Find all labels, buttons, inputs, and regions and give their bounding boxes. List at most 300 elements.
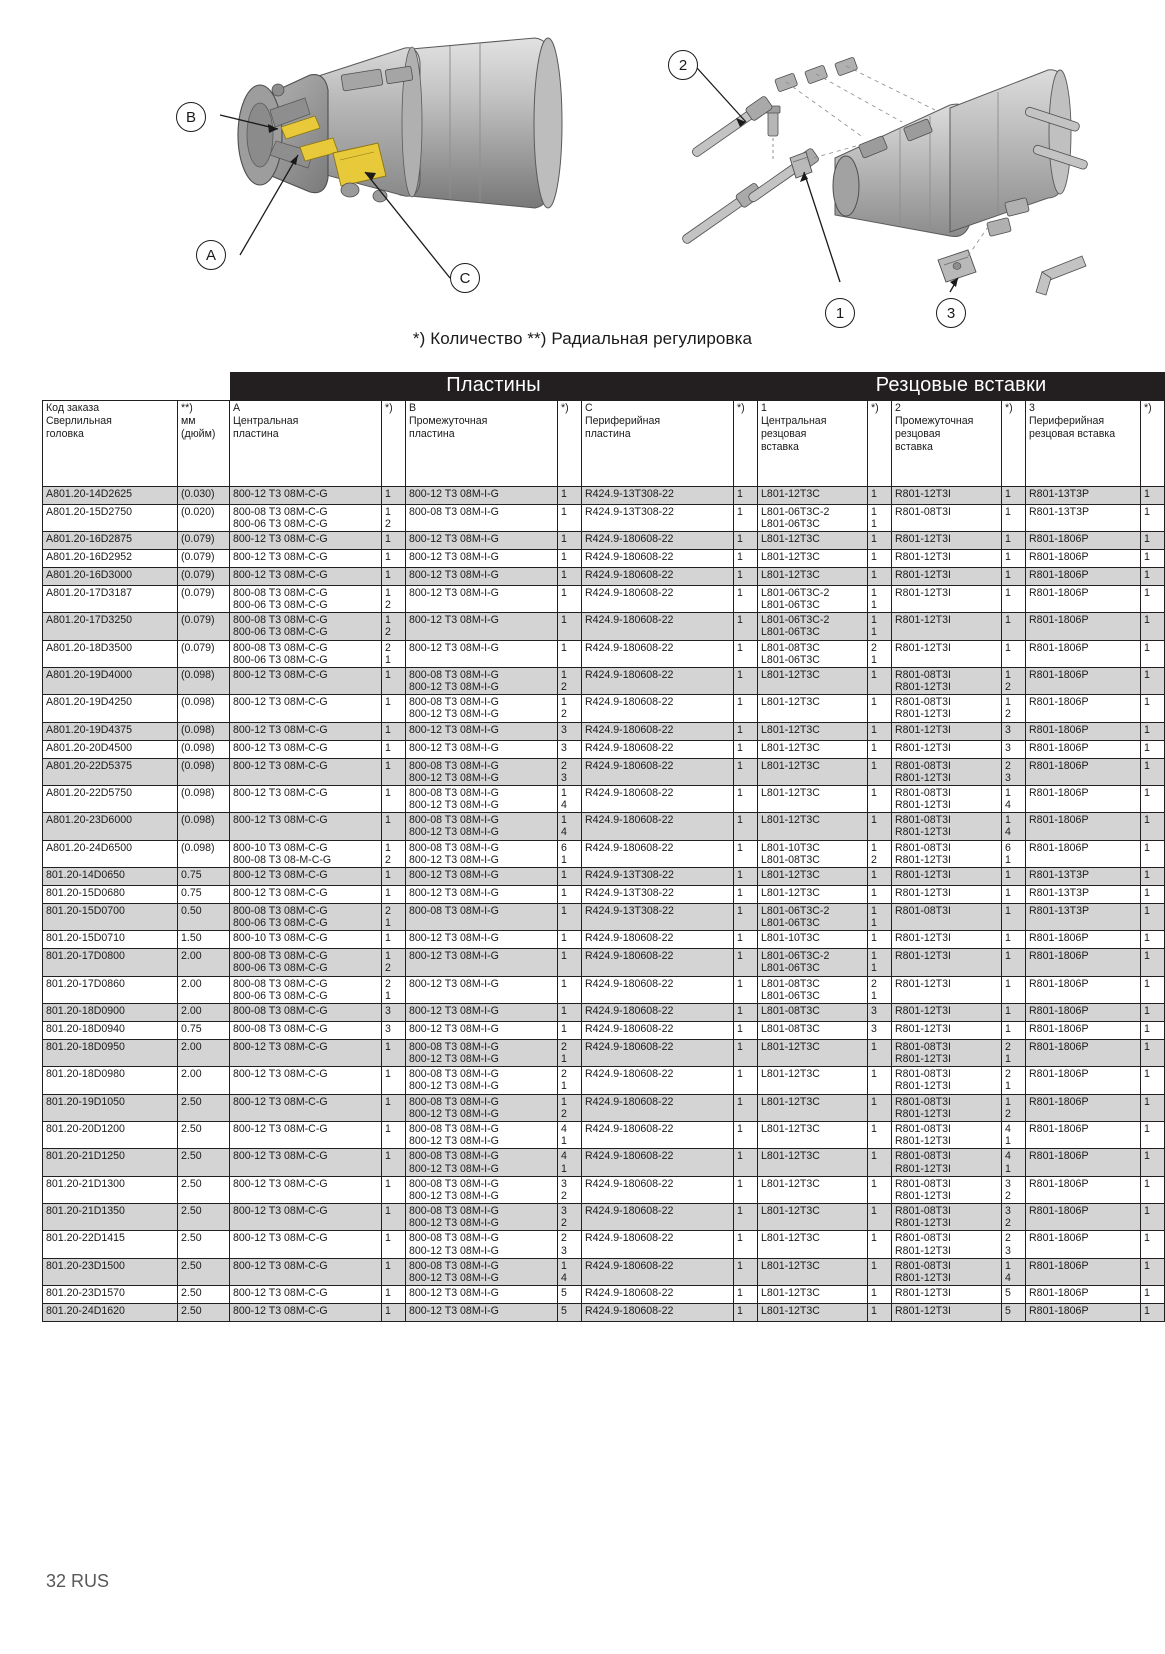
cell-cartridge-2: [892, 613, 1002, 640]
cell-qty-1: [868, 1304, 892, 1322]
cell-qty-2: [1002, 931, 1026, 949]
cell-cartridge-1: [758, 504, 868, 531]
cell-line: 800-08 T3 08M-I-G: [409, 1232, 499, 1245]
cell-line: 1: [385, 668, 391, 681]
cell-line: 800-12 T3 08M-I-G: [409, 641, 499, 654]
cell-line: R801-08T3I: [895, 1123, 951, 1135]
cell-qty-c: [734, 740, 758, 758]
cell-cartridge-3: [1026, 949, 1141, 976]
cell-qty-a: [382, 840, 406, 867]
cell-line: 1: [871, 550, 877, 563]
cell-cartridge-2: [892, 1204, 1002, 1231]
cell-line: R424.9-13T308-22: [585, 886, 674, 899]
cell-line: 800-12 T3 08M-I-G: [409, 487, 499, 500]
cell-insert-c: [582, 949, 734, 976]
cell-line: 1: [385, 487, 391, 500]
cell-line: 800-12 T3 08M-I-G: [409, 1244, 499, 1257]
table-row: [43, 549, 1165, 567]
cell-radial: (0.098): [178, 695, 230, 722]
cell-line: R801-1806P: [1029, 614, 1089, 627]
col-header-cartridge-3: [1026, 400, 1141, 486]
cell-qty-3: [1141, 1021, 1165, 1039]
cell-cartridge-3: [1026, 549, 1141, 567]
cell-line: 800-12 T3 08M-I-G: [409, 708, 499, 721]
cell-code: 801.20-19D1050: [43, 1094, 178, 1121]
cell-line: R801-1806P: [1029, 723, 1089, 736]
cell-radial: 2.00: [178, 949, 230, 976]
table-row: [43, 531, 1165, 549]
table-row: [43, 695, 1165, 722]
cell-line: 1: [1144, 668, 1150, 681]
exploded-view-illustration: [650, 10, 1120, 322]
cell-qty-1: [868, 567, 892, 585]
cell-line: 800-08 T3 08M-C-G: [233, 977, 328, 990]
cell-line: R801-08T3I: [895, 814, 951, 827]
cell-line: R424.9-13T308-22: [585, 868, 674, 881]
cell-line: 3: [871, 1022, 877, 1035]
cell-line: L801-12T3C: [761, 1177, 820, 1190]
cell-line: 1: [871, 868, 877, 881]
cell-line: 800-08 T3 08M-I-G: [409, 1150, 499, 1163]
cell-cartridge-2: [892, 504, 1002, 531]
cell-line: R801-1806P: [1029, 814, 1089, 827]
cell-line: 1: [871, 614, 877, 627]
cell-line: R801-1806P: [1029, 550, 1089, 563]
cell-insert-a: [230, 976, 382, 1003]
cell-line: 1: [385, 1177, 391, 1190]
cell-radial: (0.079): [178, 549, 230, 567]
cell-line: L801-12T3C: [761, 1123, 820, 1135]
cell-radial: 2.50: [178, 1231, 230, 1258]
cell-line: 1: [1005, 532, 1011, 545]
cell-line: R801-12T3I: [895, 741, 951, 754]
cell-qty-a: [382, 567, 406, 585]
cell-line: 3: [561, 1205, 567, 1218]
col-header-c-l3: пластина: [585, 427, 631, 440]
cell-radial: (0.030): [178, 486, 230, 504]
cell-line: 1: [561, 932, 567, 945]
cell-line: 1: [1005, 932, 1011, 945]
cell-code: 801.20-17D0860: [43, 976, 178, 1003]
callout-3-label: 3: [946, 304, 956, 322]
cell-line: 800-12 T3 08M-I-G: [409, 1080, 499, 1093]
cell-code: A801.20-17D3250: [43, 613, 178, 640]
cell-line: 800-12 T3 08M-I-G: [409, 568, 499, 581]
cell-line: 800-12 T3 08M-I-G: [409, 1004, 499, 1017]
cell-line: 4: [561, 1123, 567, 1135]
cell-line: 800-08 T3 08M-I-G: [409, 786, 499, 799]
cell-radial: 0.75: [178, 867, 230, 885]
cell-line: L801-06T3C: [761, 599, 820, 612]
cell-qty-3: [1141, 722, 1165, 740]
cell-insert-c: [582, 813, 734, 840]
cell-line: 800-08 T3 08M-I-G: [409, 904, 499, 917]
cell-insert-c: [582, 695, 734, 722]
cell-insert-c: [582, 740, 734, 758]
cell-insert-b: [406, 885, 558, 903]
cell-cartridge-1: [758, 567, 868, 585]
cell-qty-b: [558, 1286, 582, 1304]
cell-line: L801-12T3C: [761, 696, 820, 709]
cell-line: 2: [561, 1232, 567, 1245]
cell-insert-c: [582, 1258, 734, 1285]
cell-line: 1: [561, 668, 567, 681]
cell-line: R801-1806P: [1029, 1205, 1089, 1218]
cell-qty-2: [1002, 667, 1026, 694]
cell-line: 1: [561, 1259, 567, 1272]
cell-line: R424.9-13T308-22: [585, 505, 674, 518]
cell-insert-a: [230, 722, 382, 740]
cell-qty-b: [558, 585, 582, 612]
cell-qty-c: [734, 722, 758, 740]
cell-line: 3: [561, 1177, 567, 1190]
cell-qty-1: [868, 840, 892, 867]
cell-line: 1: [871, 962, 877, 975]
cell-line: 800-12 T3 08M-C-G: [233, 814, 328, 827]
cell-line: 1: [385, 1095, 391, 1108]
cell-line: R424.9-180608-22: [585, 1305, 674, 1318]
cell-cartridge-2: [892, 640, 1002, 667]
cell-line: 1: [871, 668, 877, 681]
footnote-caption: *) Количество **) Радиальная регулировка: [412, 329, 753, 348]
cell-line: R424.9-180608-22: [585, 550, 674, 563]
cell-qty-a: [382, 613, 406, 640]
cell-qty-3: [1141, 1067, 1165, 1094]
cell-line: 1: [1144, 977, 1150, 990]
cell-line: 1: [1005, 1135, 1011, 1148]
cell-radial: 1.50: [178, 931, 230, 949]
col-header-code-l2: Сверлильная: [46, 414, 112, 427]
cell-line: L801-06T3C-2: [761, 586, 830, 599]
cell-insert-c: [582, 1094, 734, 1121]
cell-line: 1: [1005, 868, 1011, 881]
cell-qty-a: [382, 758, 406, 785]
cell-line: R801-1806P: [1029, 950, 1089, 963]
cell-line: 4: [1005, 1271, 1011, 1284]
cell-insert-b: [406, 1003, 558, 1021]
cell-insert-b: [406, 931, 558, 949]
cell-line: 1: [871, 932, 877, 945]
cell-qty-2: [1002, 785, 1026, 812]
cell-insert-a: [230, 1003, 382, 1021]
cell-line: 1: [561, 586, 567, 599]
table-row: [43, 1258, 1165, 1285]
table-row: [43, 1149, 1165, 1176]
cell-line: R801-12T3I: [895, 681, 951, 694]
cell-qty-2: [1002, 531, 1026, 549]
cell-line: 1: [561, 1095, 567, 1108]
cell-line: 1: [1005, 814, 1011, 827]
col-header-cartridge-2: [892, 400, 1002, 486]
cell-line: R424.9-180608-22: [585, 614, 674, 627]
cell-qty-2: [1002, 758, 1026, 785]
cell-code: A801.20-16D3000: [43, 567, 178, 585]
cell-line: 2: [561, 1189, 567, 1202]
cell-cartridge-2: [892, 1176, 1002, 1203]
cell-line: 800-08 T3 08M-I-G: [409, 1123, 499, 1135]
cell-radial: 2.50: [178, 1094, 230, 1121]
cell-line: R424.9-180608-22: [585, 1123, 674, 1135]
cell-insert-b: [406, 486, 558, 504]
cell-qty-b: [558, 1231, 582, 1258]
cell-qty-1: [868, 722, 892, 740]
col-header-1-l4: вставка: [761, 441, 799, 454]
cell-cartridge-3: [1026, 903, 1141, 930]
cell-cartridge-3: [1026, 885, 1141, 903]
cell-cartridge-3: [1026, 931, 1141, 949]
cell-line: 1: [871, 626, 877, 639]
cell-qty-a: [382, 785, 406, 812]
cell-line: 1: [1144, 696, 1150, 709]
cell-line: 1: [871, 487, 877, 500]
cell-qty-2: [1002, 567, 1026, 585]
cell-line: 800-12 T3 08M-I-G: [409, 977, 499, 990]
cell-line: 1: [385, 653, 391, 666]
cell-line: R424.9-180608-22: [585, 1022, 674, 1035]
cell-qty-1: [868, 1176, 892, 1203]
cell-line: L801-12T3C: [761, 1095, 820, 1108]
col-header-1-l3: резцовая: [761, 427, 807, 440]
cell-cartridge-2: [892, 1231, 1002, 1258]
cell-line: 800-12 T3 08M-C-G: [233, 532, 328, 545]
cell-line: 1: [737, 741, 743, 754]
cell-code: 801.20-21D1350: [43, 1204, 178, 1231]
cell-line: 1: [1005, 487, 1011, 500]
cell-cartridge-3: [1026, 613, 1141, 640]
cell-line: 800-08 T3 08M-C-G: [233, 505, 328, 518]
cell-radial: 0.75: [178, 885, 230, 903]
cell-line: 1: [385, 741, 391, 754]
cell-qty-3: [1141, 667, 1165, 694]
table-row: [43, 1176, 1165, 1203]
cell-qty-b: [558, 1204, 582, 1231]
cell-qty-3: [1141, 931, 1165, 949]
cell-line: 800-12 T3 08M-C-G: [233, 741, 328, 754]
cell-cartridge-3: [1026, 1286, 1141, 1304]
exploded-view-svg: [650, 10, 1120, 310]
cell-cartridge-2: [892, 567, 1002, 585]
cell-radial: 2.50: [178, 1122, 230, 1149]
cell-qty-b: [558, 1149, 582, 1176]
cell-line: 3: [561, 723, 567, 736]
cell-line: 1: [385, 1150, 391, 1163]
col-header-2-l1: 2: [895, 401, 901, 414]
cell-line: 1: [871, 759, 877, 772]
cell-line: 800-12 T3 08M-I-G: [409, 614, 499, 627]
table-row: [43, 1094, 1165, 1121]
cell-line: 800-12 T3 08M-I-G: [409, 741, 499, 754]
cell-qty-c: [734, 640, 758, 667]
cell-line: 6: [561, 841, 567, 854]
cell-qty-3: [1141, 813, 1165, 840]
cell-line: R801-12T3I: [895, 586, 951, 599]
cell-line: 1: [737, 886, 743, 899]
col-header-qty-1: *): [868, 400, 892, 486]
cell-qty-a: [382, 486, 406, 504]
cell-line: 1: [737, 1123, 743, 1135]
cell-cartridge-2: [892, 1258, 1002, 1285]
cell-line: 1: [1144, 1305, 1150, 1318]
cell-cartridge-3: [1026, 1176, 1141, 1203]
cell-qty-c: [734, 885, 758, 903]
cell-cartridge-1: [758, 931, 868, 949]
cell-line: 1: [385, 886, 391, 899]
cell-qty-a: [382, 504, 406, 531]
cell-line: 1: [1144, 814, 1150, 827]
cell-insert-a: [230, 549, 382, 567]
cell-line: 800-12 T3 08M-C-G: [233, 1259, 328, 1272]
cell-insert-c: [582, 667, 734, 694]
cell-code: 801.20-21D1250: [43, 1149, 178, 1176]
cell-code: 801.20-18D0900: [43, 1003, 178, 1021]
cell-code: 801.20-23D1570: [43, 1286, 178, 1304]
cell-line: R801-12T3I: [895, 723, 951, 736]
cell-insert-b: [406, 722, 558, 740]
cell-line: 2: [385, 641, 391, 654]
cell-qty-a: [382, 1021, 406, 1039]
cell-line: 1: [1005, 641, 1011, 654]
cell-line: 1: [737, 550, 743, 563]
cell-line: 800-08 T3 08M-I-G: [409, 1040, 499, 1053]
cell-line: R424.9-180608-22: [585, 814, 674, 827]
table-row: [43, 1204, 1165, 1231]
cell-line: 800-12 T3 08M-C-G: [233, 1095, 328, 1108]
cell-qty-c: [734, 1258, 758, 1285]
cell-insert-b: [406, 549, 558, 567]
cell-line: 1: [1005, 614, 1011, 627]
cell-insert-a: [230, 867, 382, 885]
cell-line: 800-12 T3 08M-I-G: [409, 532, 499, 545]
cell-qty-1: [868, 1286, 892, 1304]
cell-insert-b: [406, 1067, 558, 1094]
cell-line: 800-08 T3 08M-I-G: [409, 1095, 499, 1108]
cell-line: R801-08T3I: [895, 1095, 951, 1108]
cell-line: 800-08 T3 08M-I-G: [409, 1205, 499, 1218]
cell-qty-1: [868, 1149, 892, 1176]
cell-line: 800-12 T3 08M-I-G: [409, 1022, 499, 1035]
cell-line: 1: [561, 1022, 567, 1035]
cell-line: R801-08T3I: [895, 1040, 951, 1053]
col-header-radial-l2: мм: [181, 414, 196, 427]
cell-cartridge-2: [892, 1021, 1002, 1039]
cell-qty-1: [868, 885, 892, 903]
cell-line: 1: [1144, 723, 1150, 736]
cell-qty-2: [1002, 695, 1026, 722]
cell-qty-1: [868, 504, 892, 531]
table-row: [43, 903, 1165, 930]
cell-qty-1: [868, 1231, 892, 1258]
table-row: [43, 486, 1165, 504]
cell-qty-a: [382, 1149, 406, 1176]
cell-insert-c: [582, 531, 734, 549]
cell-insert-a: [230, 1231, 382, 1258]
cell-line: 1: [871, 1123, 877, 1135]
cell-line: R424.9-180608-22: [585, 1177, 674, 1190]
cell-code: 801.20-20D1200: [43, 1122, 178, 1149]
cell-cartridge-1: [758, 531, 868, 549]
cell-cartridge-2: [892, 867, 1002, 885]
cell-cartridge-1: [758, 1204, 868, 1231]
cell-line: R801-12T3I: [895, 641, 951, 654]
cell-qty-3: [1141, 885, 1165, 903]
cell-line: 1: [385, 1287, 391, 1300]
cell-insert-a: [230, 1021, 382, 1039]
cell-qty-c: [734, 1204, 758, 1231]
cell-qty-a: [382, 667, 406, 694]
cell-line: 5: [561, 1305, 567, 1318]
cell-line: L801-08T3C: [761, 1022, 820, 1035]
cell-insert-a: [230, 567, 382, 585]
cell-qty-2: [1002, 1231, 1026, 1258]
cell-line: 5: [1005, 1305, 1011, 1318]
cell-qty-c: [734, 976, 758, 1003]
cell-line: 1: [1144, 568, 1150, 581]
cell-cartridge-3: [1026, 1231, 1141, 1258]
cell-cartridge-3: [1026, 840, 1141, 867]
cell-line: 1: [1144, 786, 1150, 799]
drill-shank: [400, 38, 562, 208]
cell-line: 800-06 T3 08M-C-G: [233, 599, 328, 612]
cell-line: 1: [871, 517, 877, 530]
cell-qty-a: [382, 1258, 406, 1285]
cell-line: 4: [561, 826, 567, 839]
table-row: [43, 1067, 1165, 1094]
drill-head-illustration: [150, 10, 650, 310]
callout-3: [936, 298, 966, 328]
cell-cartridge-3: [1026, 1021, 1141, 1039]
cell-insert-c: [582, 1286, 734, 1304]
cell-cartridge-3: [1026, 1149, 1141, 1176]
cell-line: R424.9-180608-22: [585, 1259, 674, 1272]
cell-line: R424.9-180608-22: [585, 568, 674, 581]
cell-line: 800-12 T3 08M-I-G: [409, 1305, 499, 1318]
cell-qty-c: [734, 1176, 758, 1203]
cell-insert-c: [582, 785, 734, 812]
cell-insert-c: [582, 867, 734, 885]
cell-cartridge-1: [758, 976, 868, 1003]
cell-line: 1: [871, 1095, 877, 1108]
cell-line: R801-12T3I: [895, 568, 951, 581]
cell-line: 800-12 T3 08M-I-G: [409, 868, 499, 881]
cell-line: 1: [737, 487, 743, 500]
cell-line: 800-08 T3 08M-I-G: [409, 1177, 499, 1190]
cell-line: L801-12T3C: [761, 1150, 820, 1163]
cell-cartridge-3: [1026, 640, 1141, 667]
cell-insert-c: [582, 903, 734, 930]
cell-line: 1: [737, 668, 743, 681]
cell-qty-b: [558, 1304, 582, 1322]
cell-qty-2: [1002, 1286, 1026, 1304]
cell-qty-a: [382, 1067, 406, 1094]
cell-code: A801.20-22D5750: [43, 785, 178, 812]
cell-cartridge-3: [1026, 1204, 1141, 1231]
cell-line: L801-12T3C: [761, 723, 820, 736]
cell-cartridge-3: [1026, 1258, 1141, 1285]
cell-qty-b: [558, 949, 582, 976]
cell-line: R801-1806P: [1029, 532, 1089, 545]
cell-cartridge-2: [892, 931, 1002, 949]
col-header-a-l2: Центральная: [233, 414, 299, 427]
cell-line: 1: [561, 1080, 567, 1093]
table-row: [43, 949, 1165, 976]
cell-line: R424.9-180608-22: [585, 741, 674, 754]
cell-qty-a: [382, 1204, 406, 1231]
cell-line: 1: [737, 1004, 743, 1017]
cell-line: R801-12T3I: [895, 1189, 951, 1202]
cell-line: 1: [1144, 532, 1150, 545]
cell-line: 1: [385, 1040, 391, 1053]
cell-line: 1: [737, 1150, 743, 1163]
